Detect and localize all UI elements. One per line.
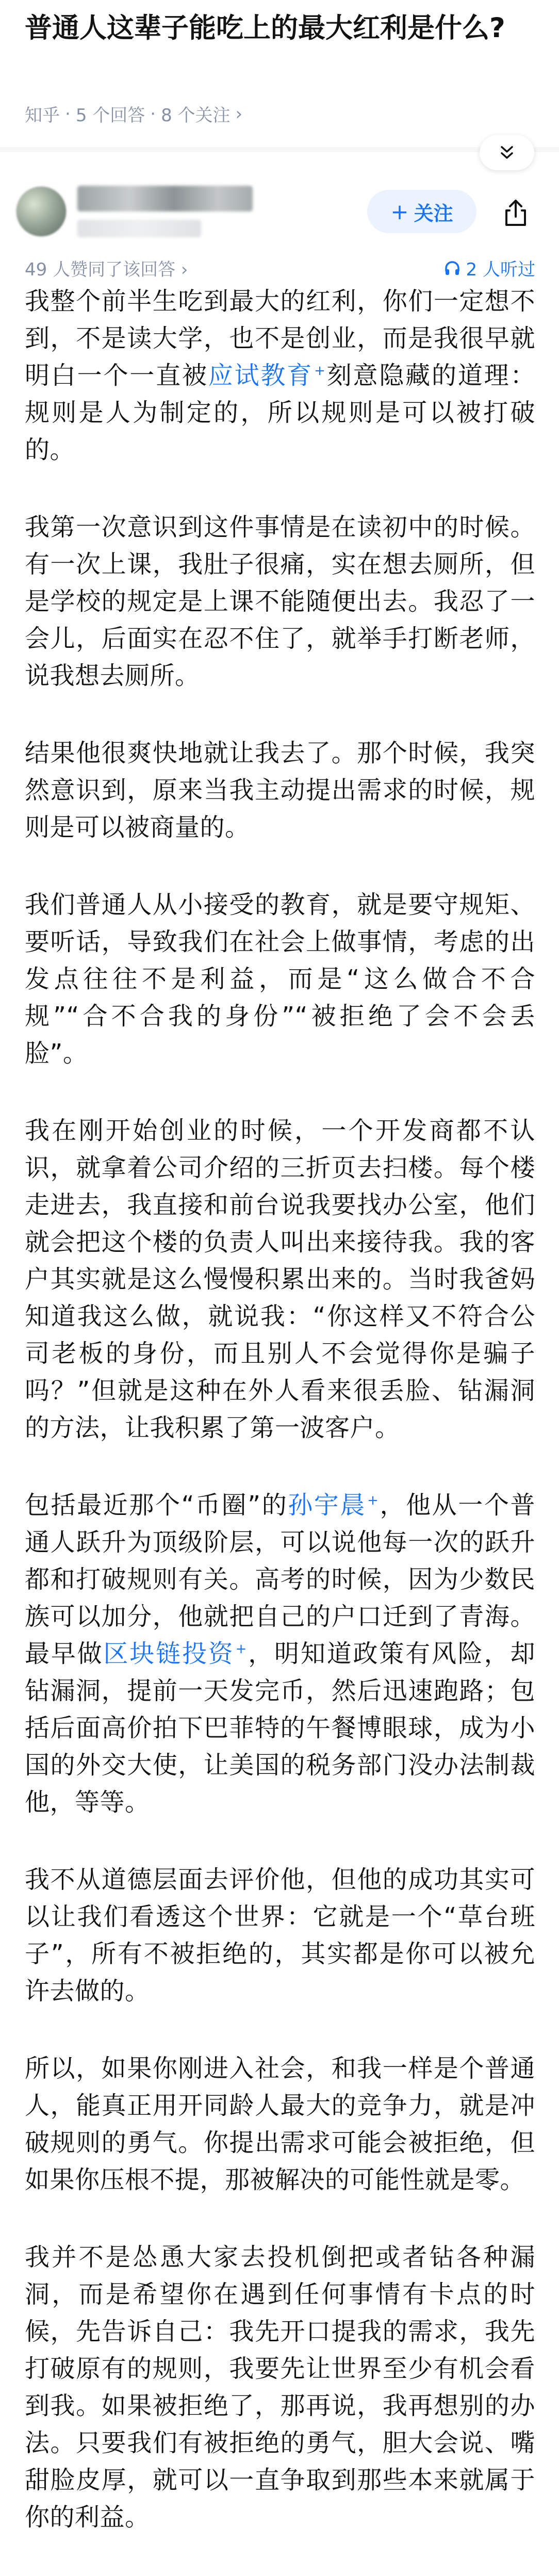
link-sun-yuchen[interactable]: 孙宇晨+	[288, 1491, 379, 1520]
follow-label: 关注	[414, 202, 453, 225]
question-title[interactable]: 普通人这辈子能吃上的最大红利是什么?	[25, 12, 505, 44]
chevron-right-icon: ›	[180, 259, 188, 280]
question-header	[0, 0, 559, 147]
author-bar	[0, 170, 559, 248]
paragraph: 我整个前半生吃到最大的红利，你们一定想不到，不是读大学，也不是创业，而是我很早就明白一个一直被应试教育+刻意隐藏的道理：规则是人为制定的，所以规则是可以被打破的。	[25, 287, 535, 464]
collapse-button[interactable]	[480, 135, 534, 170]
listen-count[interactable]: 2 人听过	[443, 255, 535, 281]
answer-count: 5 个回答	[75, 105, 145, 126]
section-divider	[0, 147, 559, 152]
link-blockchain-investment[interactable]: 区块链投资+	[103, 1639, 247, 1668]
answer-stats	[25, 255, 535, 281]
double-chevron-down-icon	[498, 143, 516, 162]
follow-count: 8 个关注	[161, 105, 231, 126]
headphones-icon	[443, 259, 461, 277]
avatar[interactable]	[15, 186, 67, 237]
share-icon[interactable]	[499, 196, 532, 229]
source-label: 知乎	[25, 105, 60, 126]
author-name[interactable]	[77, 186, 253, 211]
author-bio	[77, 220, 201, 237]
agree-count[interactable]: 49 人赞同了该回答 ›	[25, 259, 188, 280]
paragraph: 我第一次意识到这件事情是在读初中的时候。有一次上课，我肚子很痛，实在想去厕所，但是学校的规定是上课不能随便出去。我忍了一会儿，后面实在忍不住了，就举手打断老师，说我想去厕所。	[25, 513, 535, 690]
paragraph: 我们普通人从小接受的教育，就是要守规矩、要听话，导致我们在社会上做事情，考虑的出发点往往不是利益，而是“这么做合不合规”“合不合我的身份”“被拒绝了会不会丢脸”。	[25, 890, 535, 1068]
follow-button[interactable]	[367, 190, 476, 233]
link-sup: +	[235, 1641, 247, 1657]
chevron-right-icon[interactable]: ›	[235, 103, 243, 124]
paragraph: 我并不是怂恿大家去投机倒把或者钻各种漏洞，而是希望你在遇到任何事情有卡点的时候，先告诉自己：我先开口提我的需求，我先打破原有的规则，我要先让世界至少有机会看到我。如果被拒绝了，那再说，我再想别的办法。只要我们有被拒绝的勇气，胆大会说、嘴甜脸皮厚，就可以一直争取到那些本来就属于你的利益。	[25, 2243, 535, 2532]
question-meta: 知乎 · 5 个回答 · 8 个关注 ›	[25, 101, 242, 126]
paragraph: 我在刚开始创业的时候，一个开发商都不认识，就拿着公司介绍的三折页去扫楼。每个楼走进去，我直接和前台说我要找办公室，他们就会把这个楼的负责人叫出来接待我。我的客户其实就是这么慢慢积累出来的。当时我爸妈知道我这么做，就说我：“你这样又不符合公司老板的身份，而且别人不会觉得你是骗子吗？”但就是这种在外人看来很丢脸、钻漏洞的方法，让我积累了第一波客户。	[25, 1116, 535, 1442]
answer-content	[25, 283, 535, 2576]
paragraph: 我不从道德层面去评价他，但他的成功其实可以让我们看透这个世界：它就是一个“草台班子”，所有不被拒绝的，其实都是你可以被允许去做的。	[25, 1865, 535, 2006]
link-sup: +	[367, 1493, 379, 1508]
plus-icon: +	[390, 199, 409, 224]
link-sup: +	[314, 363, 326, 379]
paragraph: 包括最近那个“币圈”的孙宇晨+，他从一个普通人跃升为顶级阶层，可以说他每一次的跃升都和打破规则有关。高考的时候，因为少数民族可以加分，他就把自己的户口迁到了青海。最早做区块链投资+，明知道政策有风险，却钻漏洞，提前一天发完币，然后迅速跑路；包括后面高价拍下巴菲特的午餐博眼球，成为小国的外交大使，让美国的税务部门没办法制裁他，等等。	[25, 1491, 535, 1817]
paragraph: 所以，如果你刚进入社会，和我一样是个普通人，能真正用开同龄人最大的竞争力，就是冲破规则的勇气。你提出需求可能会被拒绝，但如果你压根不提，那被解决的可能性就是零。	[25, 2054, 535, 2194]
paragraph: 结果他很爽快地就让我去了。那个时候，我突然意识到，原来当我主动提出需求的时候，规则是可以被商量的。	[25, 739, 535, 842]
link-exam-education[interactable]: 应试教育+	[208, 361, 326, 390]
